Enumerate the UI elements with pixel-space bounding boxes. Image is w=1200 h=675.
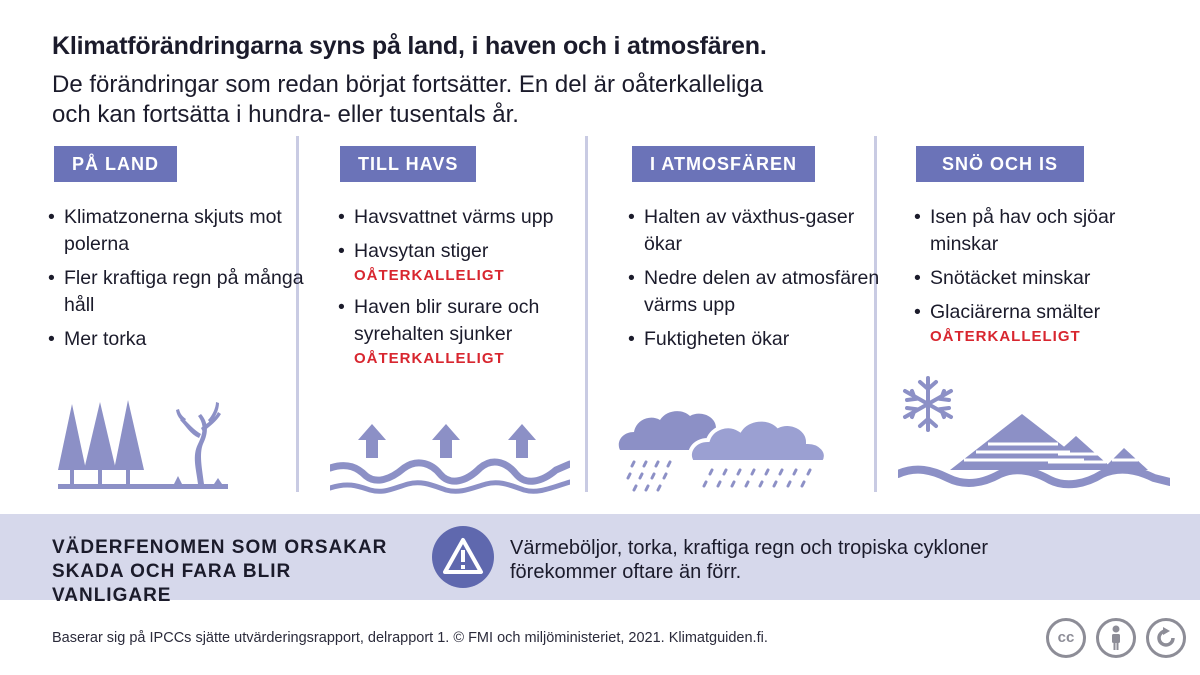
irreversible-tag: OÅTERKALLELIGT (930, 328, 1081, 345)
attribution-icon[interactable] (1096, 618, 1136, 658)
item-text: Haven blir surare och syrehalten sjunker (354, 296, 540, 345)
list-item (48, 265, 304, 319)
sea-list (338, 204, 594, 377)
source-footer: Baserar sig på IPCCs sjätte utvärderingsrapport, delrapport 1. © FMI och miljöministeriet, 2021. Klimatguiden.fi. (52, 630, 768, 646)
list-item (338, 204, 594, 231)
bullet: • (628, 206, 635, 228)
list-item (628, 204, 884, 258)
item-text: Nedre delen av atmosfären värms upp (644, 267, 880, 316)
band-text-line-1: Värmeböljor, torka, kraftiga regn och tropiska cykloner (510, 537, 988, 559)
snow-ice-list (914, 204, 1170, 355)
item-text: Klimatzonerna skjuts mot polerna (64, 206, 282, 255)
bullet: • (338, 296, 345, 318)
item-text: Havsytan stiger (354, 240, 489, 262)
list-item (628, 326, 884, 353)
list-item (628, 265, 884, 319)
trees-icon (58, 398, 228, 490)
band-text-line-2: förekommer oftare än förr. (510, 561, 742, 583)
warning-band (0, 514, 1200, 606)
item-text: Fler kraftiga regn på många håll (64, 267, 304, 316)
bullet: • (48, 206, 55, 228)
band-title-line-2: SKADA OCH FARA BLIR VANLIGARE (52, 561, 292, 606)
page-title: Klimatförändringarna syns på land, i haven och i atmosfären. (52, 32, 767, 60)
land-list (48, 204, 304, 360)
bullet: • (48, 267, 55, 289)
item-text: Snötäcket minskar (930, 267, 1091, 289)
subtitle-line-2: och kan fortsätta i hundra- eller tusentals år. (52, 101, 519, 128)
item-text: Mer torka (64, 328, 147, 350)
column-header-sea: TILL HAVS (340, 146, 476, 182)
snow-mountains-icon (898, 374, 1170, 494)
band-title (52, 536, 412, 608)
ocean-rise-icon (330, 424, 570, 494)
item-text: Isen på hav och sjöar minskar (930, 206, 1116, 255)
bullet: • (914, 301, 921, 323)
license-badges (1046, 618, 1196, 666)
atmosphere-list (628, 204, 884, 360)
bullet: • (338, 240, 345, 262)
band-title-line-1: VÄDERFENOMEN SOM ORSAKAR (52, 537, 388, 558)
list-item (338, 294, 594, 370)
subtitle-line-1: De förändringar som redan börjat fortsätter. En del är oåterkalleliga (52, 71, 764, 98)
list-item (914, 265, 1170, 292)
band-text (510, 536, 1070, 584)
column-header-land: PÅ LAND (54, 146, 177, 182)
irreversible-tag: OÅTERKALLELIGT (354, 267, 505, 284)
list-item (48, 204, 304, 258)
share-alike-icon[interactable] (1146, 618, 1186, 658)
bullet: • (338, 206, 345, 228)
cc-icon[interactable]: cc (1046, 618, 1086, 658)
list-item (48, 326, 304, 353)
bullet: • (914, 267, 921, 289)
column-header-atmosphere: I ATMOSFÄREN (632, 146, 815, 182)
irreversible-tag: OÅTERKALLELIGT (354, 350, 505, 367)
bullet: • (914, 206, 921, 228)
item-text: Fuktigheten ökar (644, 328, 790, 350)
item-text: Havsvattnet värms upp (354, 206, 554, 228)
list-item (914, 204, 1170, 258)
list-item (338, 238, 594, 287)
item-text: Halten av växthus-gaser ökar (644, 206, 855, 255)
column-header-snow-ice: SNÖ OCH IS (916, 146, 1084, 182)
rain-clouds-icon (616, 404, 846, 496)
bullet: • (628, 267, 635, 289)
warning-icon (432, 526, 494, 588)
list-item (914, 299, 1170, 348)
bullet: • (48, 328, 55, 350)
item-text: Glaciärerna smälter (930, 301, 1101, 323)
bullet: • (628, 328, 635, 350)
page-subtitle (52, 70, 832, 130)
